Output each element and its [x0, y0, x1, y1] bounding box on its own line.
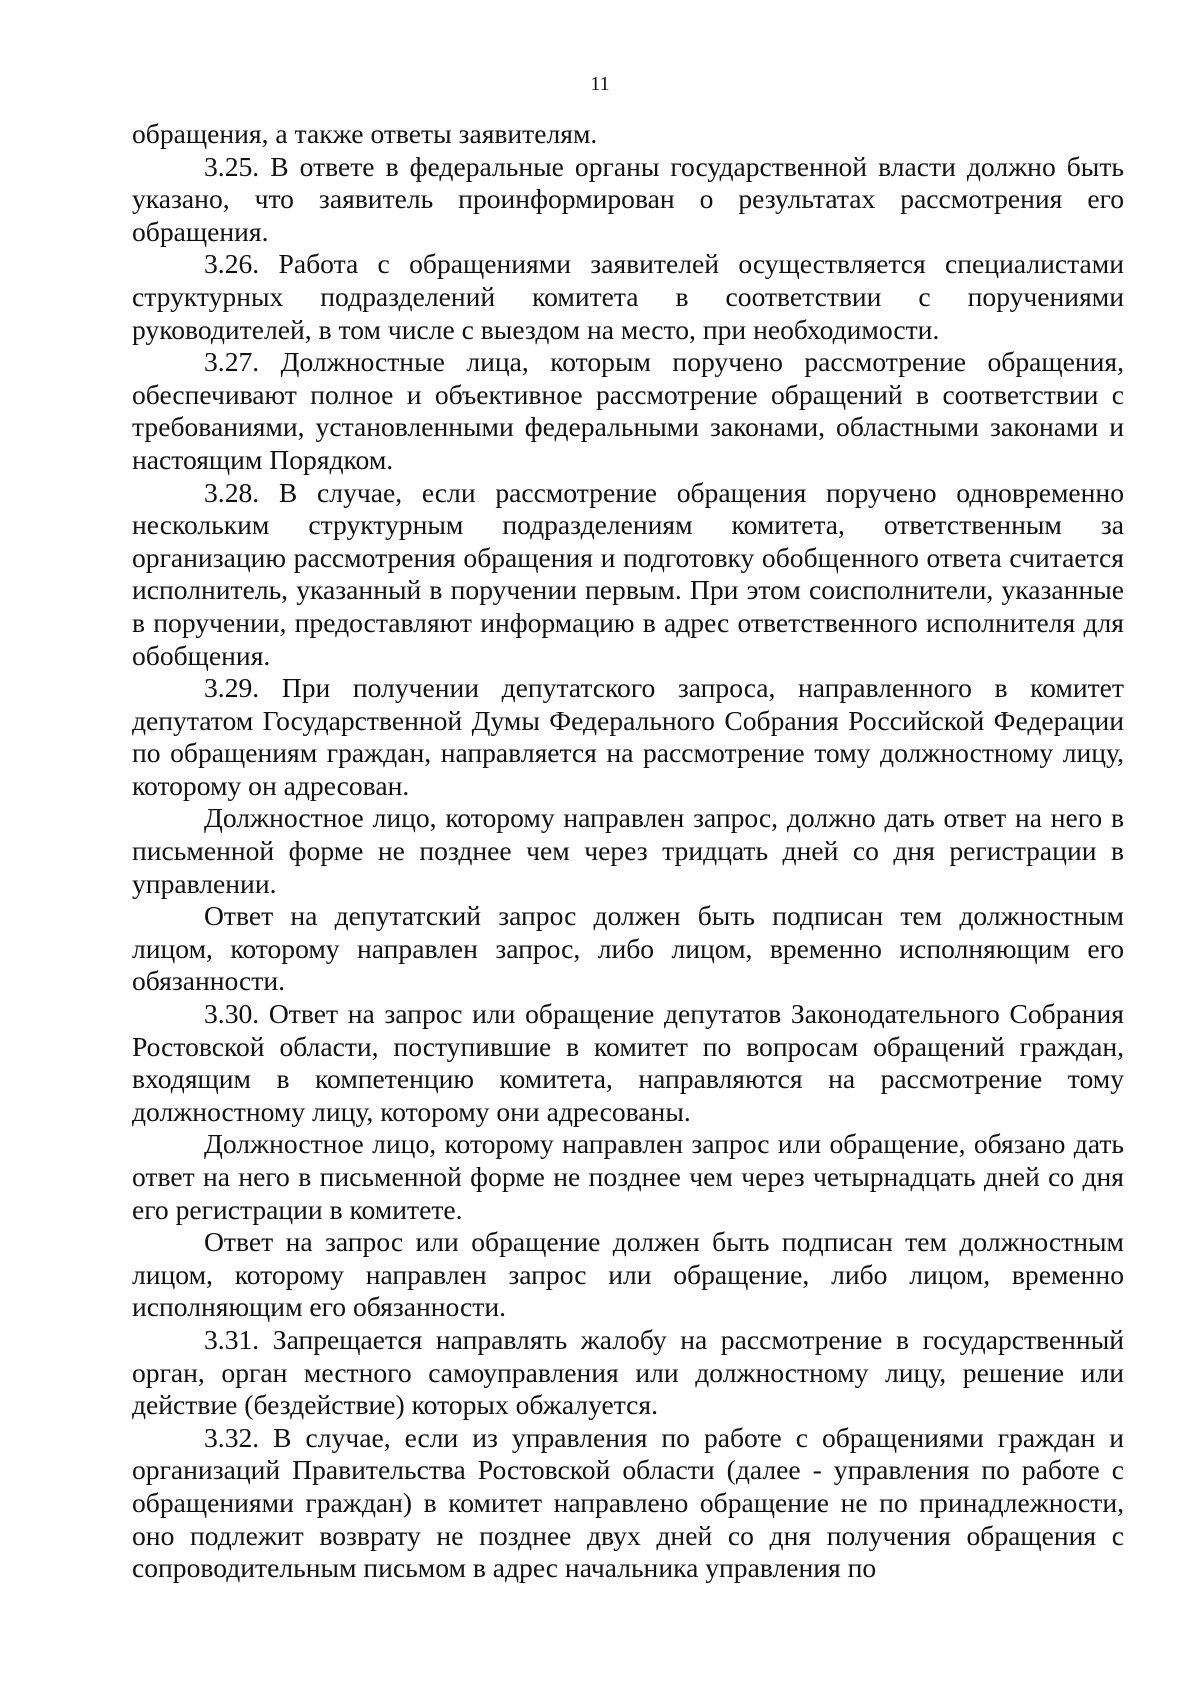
document-body	[132, 118, 1124, 1585]
paragraph-3-32: 3.32. В случае, если из управления по работе с обращениями граждан и организаций Правительства Ростовской области (далее - управления по работе с обращениями граждан) в комитет направлено обращение не по принадлежности, оно подлежит возврату не позднее двух дней со дня получения обращения с сопроводительным письмом в адрес начальника управления по	[132, 1421, 1124, 1584]
paragraph-3-30: 3.30. Ответ на запрос или обращение депутатов Законодательного Собрания Ростовской области, поступившие в комитет по вопросам обращений граждан, входящим в компетенцию комитета, направляются на рассмотрение тому должностному лицу, которому они адресованы.	[132, 998, 1124, 1127]
paragraph-3-30-signature: Ответ на запрос или обращение должен быть подписан тем должностным лицом, которому направлен запрос или обращение, либо лицом, временно исполняющим его обязанности.	[132, 1226, 1124, 1323]
paragraph-3-27: 3.27. Должностные лица, которым поручено рассмотрение обращения, обеспечивают полное и объективное рассмотрение обращений в соответствии с требованиями, установленными федеральными законами, областными законами и настоящим Порядком.	[132, 346, 1124, 475]
paragraph-3-28: 3.28. В случае, если рассмотрение обращения поручено одновременно нескольким структурным подразделениям комитета, ответственным за организацию рассмотрения обращения и подготовку обобщенного ответа считается исполнитель, указанный в поручении первым. При этом соисполнители, указанные в поручении, предоставляют информацию в адрес ответственного исполнителя для обобщения.	[132, 476, 1124, 671]
paragraph-3-29-signature: Ответ на депутатский запрос должен быть подписан тем должностным лицом, которому направлен запрос, либо лицом, временно исполняющим его обязанности.	[132, 900, 1124, 997]
paragraph-3-25: 3.25. В ответе в федеральные органы государственной власти должно быть указано, что заявитель проинформирован о результатах рассмотрения его обращения.	[132, 150, 1124, 247]
paragraph-3-26: 3.26. Работа с обращениями заявителей осуществляется специалистами структурных подразделений комитета в соответствии с поручениями руководителей, в том числе с выездом на место, при необходимости.	[132, 248, 1124, 345]
paragraph-3-31: 3.31. Запрещается направлять жалобу на рассмотрение в государственный орган, орган местного самоуправления или должностному лицу, решение или действие (бездействие) которых обжалуется.	[132, 1323, 1124, 1421]
paragraph-3-29-deadline: Должностное лицо, которому направлен запрос, должно дать ответ на него в письменной форме не позднее чем через тридцать дней со дня регистрации в управлении.	[132, 802, 1124, 899]
paragraph-3-29: 3.29. При получении депутатского запроса, направленного в комитет депутатом Государственной Думы Федерального Собрания Российской Федерации по обращениям граждан, направляется на рассмотрение тому должностному лицу, которому он адресован.	[132, 672, 1124, 801]
paragraph-3-30-deadline: Должностное лицо, которому направлен запрос или обращение, обязано дать ответ на него в письменной форме не позднее чем через четырнадцать дней со дня его регистрации в комитете.	[132, 1128, 1124, 1225]
paragraph-continuation: обращения, а также ответы заявителям.	[132, 118, 598, 149]
page-number: 11	[590, 73, 610, 95]
